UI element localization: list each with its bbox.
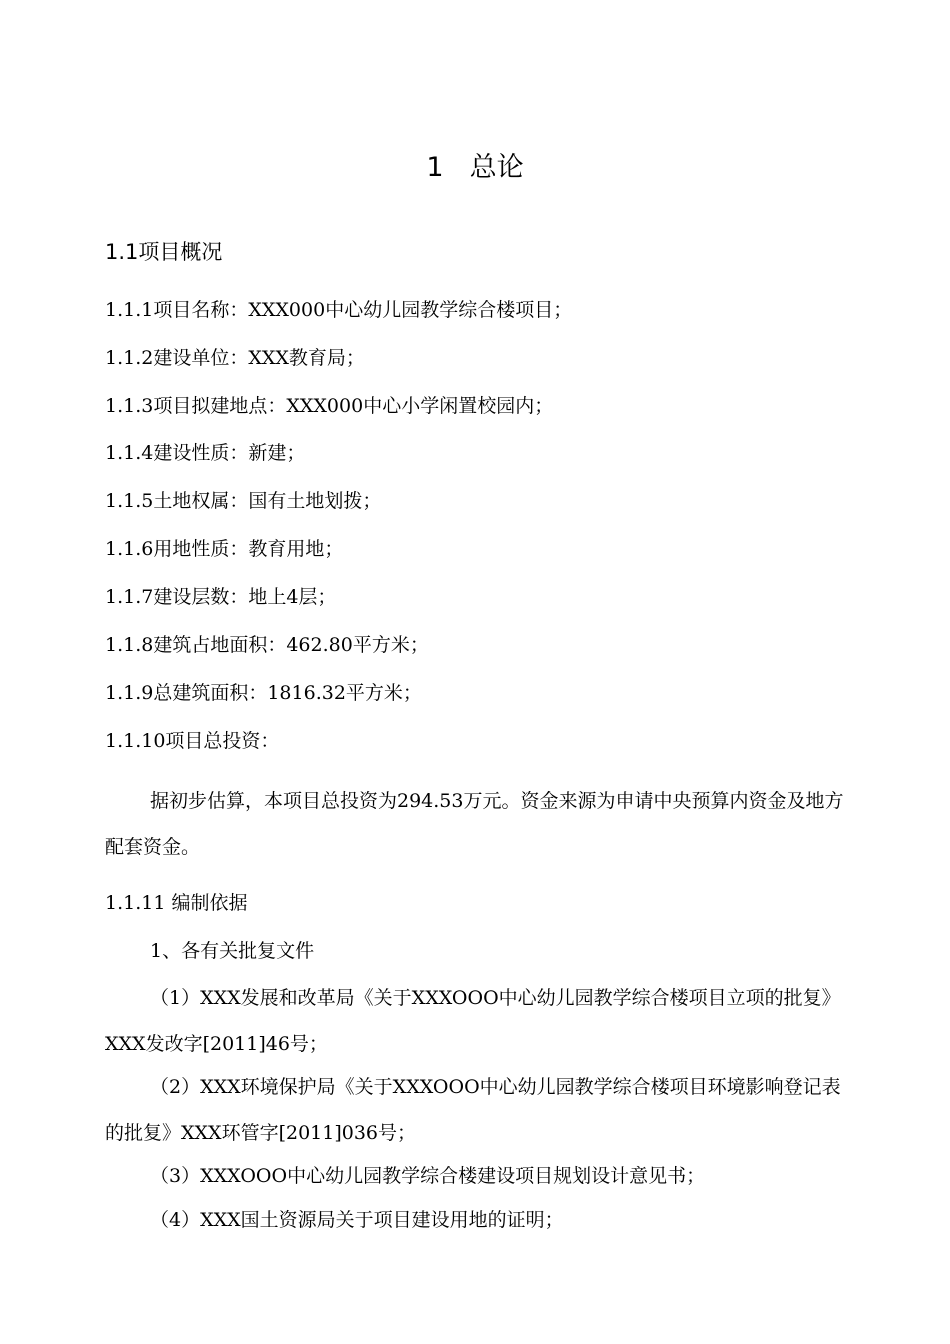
item-land-ownership: 1.1.5土地权属：国有土地划拨； (105, 490, 382, 512)
item-total-investment: 1.1.10项目总投资： (105, 730, 280, 752)
item-total-floor-area: 1.1.9总建筑面积：1816.32平方米； (105, 682, 422, 704)
section-title: 1.1项目概况 (105, 240, 223, 264)
item-project-name: 1.1.1项目名称：XXX000中心幼儿园教学综合楼项目； (105, 299, 573, 321)
basis-doc-3: （3）XXXOOO中心幼儿园教学综合楼建设项目规划设计意见书； (150, 1165, 706, 1187)
item-floors: 1.1.7建设层数：地上4层； (105, 586, 337, 608)
item-footprint-area: 1.1.8建筑占地面积：462.80平方米； (105, 634, 429, 656)
item-site-location: 1.1.3项目拟建地点：XXX000中心小学闲置校园内； (105, 395, 554, 417)
chapter-number: 1 (426, 152, 444, 183)
basis-doc-1: （1）XXX发展和改革局《关于XXXOOO中心幼儿园教学综合楼项目立项的批复》XXX发改字[2011]46号； (105, 987, 841, 1055)
item-construction-nature: 1.1.4建设性质：新建； (105, 442, 306, 464)
chapter-heading: 总论 (469, 152, 524, 183)
item-land-use: 1.1.6用地性质：教育用地； (105, 538, 344, 560)
basis-sub-heading: 1、各有关批复文件 (150, 940, 315, 962)
investment-paragraph: 据初步估算，本项目总投资为294.53万元。资金来源为申请中央预算内资金及地方配套资金。 (105, 790, 844, 858)
basis-doc-4: （4）XXX国土资源局关于项目建设用地的证明； (150, 1209, 564, 1231)
item-construction-unit: 1.1.2建设单位：XXX教育局； (105, 347, 365, 369)
chapter-title (0, 148, 950, 188)
basis-heading: 1.1.11 编制依据 (105, 892, 248, 914)
basis-doc-2: （2）XXX环境保护局《关于XXXOOO中心幼儿园教学综合楼项目环境影响登记表的批复》XXX环管字[2011]036号； (105, 1076, 841, 1144)
